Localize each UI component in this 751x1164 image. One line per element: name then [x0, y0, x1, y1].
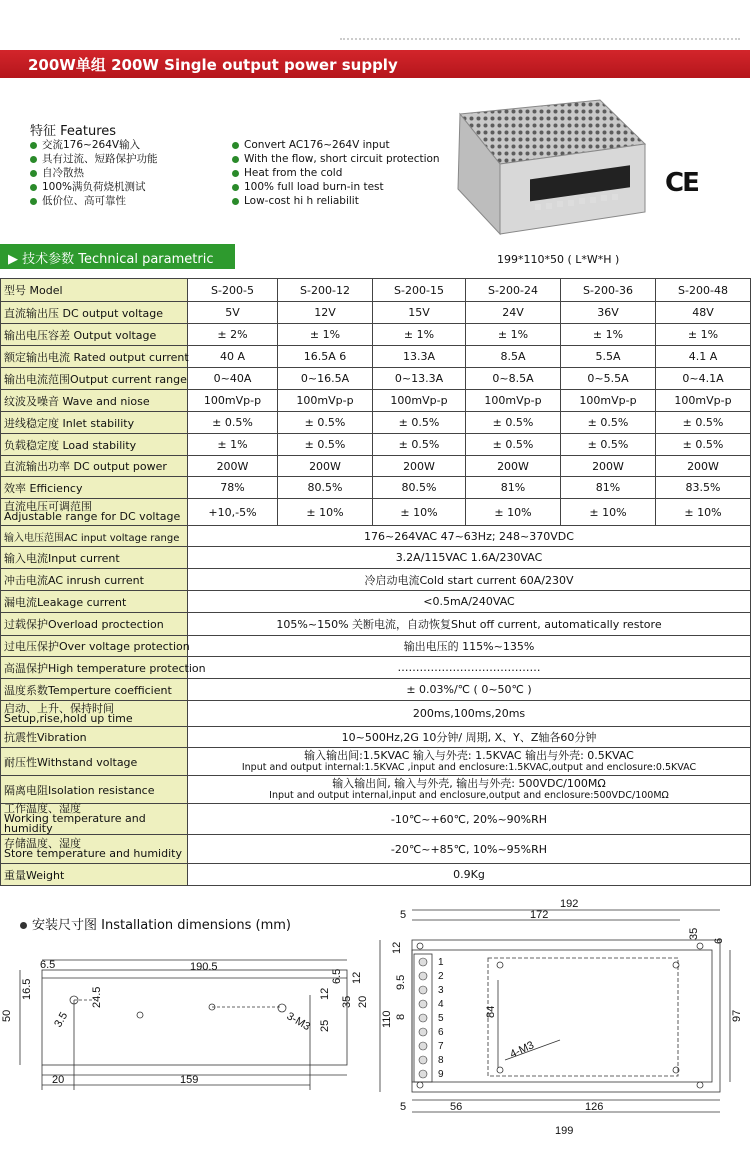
dim-label: 126: [585, 1101, 604, 1113]
value-cell: 80.5%: [373, 477, 466, 499]
value-cell: 5.5A: [561, 346, 656, 368]
row-label: 冲击电流AC inrush current: [1, 569, 188, 591]
dim-label: 8: [395, 1013, 407, 1020]
section-header: [0, 244, 235, 269]
value-cell: 12V: [278, 302, 373, 324]
row-label: 过电压保护Over voltage protection: [1, 636, 188, 657]
table-row: [1, 748, 751, 776]
table-row: [1, 591, 751, 613]
dim-label: 20: [52, 1074, 65, 1086]
dim-label: 25: [319, 1019, 331, 1032]
row-label: 直流输出压 DC output voltage: [1, 302, 188, 324]
dim-label: 16.5: [21, 978, 33, 1000]
value-cell: 13.3A: [373, 346, 466, 368]
dim-label: 5: [400, 909, 407, 921]
dim-label: 84: [485, 1005, 497, 1018]
row-label: 输出电压容差 Output voltage: [1, 324, 188, 346]
dim-label: 110: [381, 1010, 393, 1028]
value-cell: ± 2%: [188, 324, 278, 346]
model-cell: S-200-24: [466, 279, 561, 302]
table-row: [1, 477, 751, 499]
row-label: 直流电压可调范围 Adjustable range for DC voltage: [1, 499, 188, 526]
value-cell: 24V: [466, 302, 561, 324]
terminal-label: 1: [438, 957, 444, 968]
table-row: [1, 279, 751, 302]
dim-label: 6.5: [331, 968, 343, 984]
table-row: [1, 657, 751, 679]
model-cell: S-200-5: [188, 279, 278, 302]
value-cell: ± 0.03%/℃ ( 0~50℃ ): [188, 679, 751, 701]
row-label: 效率 Efficiency: [1, 477, 188, 499]
row-label: 重量Weight: [1, 864, 188, 886]
row-label: 漏电流Leakage current: [1, 591, 188, 613]
ce-mark: CE: [665, 168, 698, 198]
feature-item: 100% full load burn-in test: [232, 180, 440, 194]
row-label: 输入电压范围AC input voltage range: [1, 526, 188, 547]
value-cell: 0~16.5A: [278, 368, 373, 390]
value-cell: 200W: [656, 456, 751, 477]
row-label: 隔离电阻Isolation resistance: [1, 776, 188, 804]
value-cell: ± 1%: [188, 434, 278, 456]
value-cell: 200W: [373, 456, 466, 477]
dim-label: 3.5: [52, 1010, 71, 1030]
row-label: 负载稳定度 Load stability: [1, 434, 188, 456]
table-row: [1, 547, 751, 569]
table-row: [1, 569, 751, 591]
value-cell: ± 1%: [278, 324, 373, 346]
installation-title: 安装尺寸图 Installation dimensions (mm): [20, 914, 291, 933]
value-cell: 200W: [466, 456, 561, 477]
terminal-label: 3: [438, 985, 444, 996]
value-cell: 81%: [561, 477, 656, 499]
terminal-label: 7: [438, 1041, 444, 1052]
dim-label: 9.5: [395, 974, 407, 990]
table-row: [1, 434, 751, 456]
decorative-dotted-line: [340, 38, 740, 40]
row-label: 温度系数Temperture coefficient: [1, 679, 188, 701]
table-row: [1, 835, 751, 864]
terminal-label: 8: [438, 1055, 444, 1066]
table-row: [1, 302, 751, 324]
value-cell: 36V: [561, 302, 656, 324]
value-cell: 0~5.5A: [561, 368, 656, 390]
value-cell: 0~4.1A: [656, 368, 751, 390]
value-cell: -10℃~+60℃, 20%~90%RH: [188, 804, 751, 835]
value-cell: 16.5A 6: [278, 346, 373, 368]
dim-label: 199: [555, 1125, 574, 1137]
banner-title-en: 200W Single output power supply: [111, 56, 398, 74]
dim-label: 192: [560, 898, 579, 910]
value-cell: 100mVp-p: [278, 390, 373, 412]
table-row: [1, 613, 751, 636]
value-cell: 冷启动电流Cold start current 60A/230V: [188, 569, 751, 591]
value-cell: 4.1 A: [656, 346, 751, 368]
dim-label: 4-M3: [508, 1039, 536, 1061]
value-cell: ± 1%: [561, 324, 656, 346]
row-label: 存储温度、湿度 Store temperature and humidity: [1, 835, 188, 864]
value-cell: 3.2A/115VAC 1.6A/230VAC: [188, 547, 751, 569]
table-row: [1, 412, 751, 434]
model-cell: S-200-15: [373, 279, 466, 302]
value-cell: ± 0.5%: [656, 412, 751, 434]
dim-label: 12: [351, 971, 363, 984]
front-view-labels: [381, 898, 743, 1137]
value-cell: 105%~150% 关断电流，自动恢复Shut off current, automatically restore: [188, 613, 751, 636]
feature-item: Heat from the cold: [232, 166, 440, 180]
value-cell: 15V: [373, 302, 466, 324]
value-cell: ± 0.5%: [278, 434, 373, 456]
value-cell: ± 10%: [561, 499, 656, 526]
value-cell: 8.5A: [466, 346, 561, 368]
dim-label: 172: [530, 909, 549, 921]
section-title: ▶ 技术参数 Technical parametric: [8, 252, 214, 267]
value-cell: 0~8.5A: [466, 368, 561, 390]
feature-item: With the flow, short circuit protection: [232, 152, 440, 166]
value-cell: 176~264VAC 47~63Hz; 248~370VDC: [188, 526, 751, 547]
dim-label: 50: [1, 1009, 13, 1022]
title-banner: [0, 50, 750, 78]
value-cell: ± 10%: [278, 499, 373, 526]
value-cell: 10~500Hz,2G 10分钟/ 周期, X、Y、Z轴各60分钟: [188, 727, 751, 748]
value-cell: …………………………………: [188, 657, 751, 679]
value-cell: 48V: [656, 302, 751, 324]
row-label: 耐压性Withstand voltage: [1, 748, 188, 776]
table-row: [1, 701, 751, 727]
table-row: [1, 499, 751, 526]
value-cell: ± 10%: [656, 499, 751, 526]
feature-item: 100%满负荷烧机测试: [30, 180, 158, 194]
feature-item: 自冷散热: [30, 166, 158, 180]
table-row: [1, 526, 751, 547]
value-cell: +10,-5%: [188, 499, 278, 526]
bullet-icon: [30, 198, 37, 205]
value-cell: 200W: [561, 456, 656, 477]
dim-label: 5: [400, 1101, 407, 1113]
dim-label: 12: [319, 987, 331, 1000]
value-cell: 5V: [188, 302, 278, 324]
value-cell: 83.5%: [656, 477, 751, 499]
dim-label: 35: [341, 995, 353, 1008]
value-cell: 200W: [278, 456, 373, 477]
model-cell: S-200-12: [278, 279, 373, 302]
row-label: 额定输出电流 Rated output current: [1, 346, 188, 368]
row-label: 过载保护Overload proctection: [1, 613, 188, 636]
banner-title: [28, 54, 398, 75]
feature-item: 具有过流、短路保护功能: [30, 152, 158, 166]
dim-label: 56: [450, 1101, 463, 1113]
table-row: [1, 727, 751, 748]
bullet-icon: [232, 156, 239, 163]
row-label: 直流输出功率 DC output power: [1, 456, 188, 477]
row-label: 输入电流Input current: [1, 547, 188, 569]
value-cell: ± 0.5%: [656, 434, 751, 456]
value-cell: ± 0.5%: [466, 434, 561, 456]
bullet-icon: [232, 184, 239, 191]
value-cell: ± 0.5%: [561, 412, 656, 434]
value-cell: 200ms,100ms,20ms: [188, 701, 751, 727]
bullet-icon: [30, 156, 37, 163]
value-cell: ± 0.5%: [373, 412, 466, 434]
bullet-icon: [30, 142, 37, 149]
table-row: [1, 346, 751, 368]
value-cell: 100mVp-p: [373, 390, 466, 412]
banner-title-cn: 200W单组: [28, 56, 106, 74]
feature-item: Convert AC176~264V input: [232, 138, 440, 152]
table-row: [1, 636, 751, 657]
feature-item: 交流176~264V输入: [30, 138, 158, 152]
row-label: 纹波及噪音 Wave and niose: [1, 390, 188, 412]
value-cell: 40 A: [188, 346, 278, 368]
table-row: [1, 390, 751, 412]
value-cell: 100mVp-p: [656, 390, 751, 412]
value-cell: 80.5%: [278, 477, 373, 499]
value-cell: 0~13.3A: [373, 368, 466, 390]
bullet-icon: [30, 184, 37, 191]
dim-label: 35: [688, 927, 700, 940]
model-cell: S-200-36: [561, 279, 656, 302]
row-label: 高温保护High temperature protection: [1, 657, 188, 679]
dim-label: 20: [357, 995, 369, 1008]
table-row: [1, 804, 751, 835]
features-title: 特征 Features: [30, 124, 117, 139]
value-cell: 0~40A: [188, 368, 278, 390]
terminal-label: 2: [438, 971, 444, 982]
terminal-labels: [438, 957, 444, 1080]
features-list-cn: [30, 138, 158, 208]
value-cell: 输入输出间:1.5KVAC 输入与外壳: 1.5KVAC 输出与外壳: 0.5KVAC Input and output internal:1.5KVAC ,input and enclosure:1.5KVAC,output and enclosure:0.5KVAC: [188, 748, 751, 776]
dim-label: 12: [391, 941, 403, 954]
product-dimension-caption: 199*110*50 ( L*W*H ): [497, 253, 620, 266]
bullet-icon: [232, 142, 239, 149]
value-cell: ± 1%: [466, 324, 561, 346]
value-cell: ± 0.5%: [466, 412, 561, 434]
dim-label: 190.5: [190, 961, 218, 973]
row-label: 启动、上升、保持时间 Setup,rise,hold up time: [1, 701, 188, 727]
features-list-en: [232, 138, 440, 208]
dim-label: 3-M3: [284, 1010, 313, 1034]
value-cell: -20℃~+85℃, 10%~95%RH: [188, 835, 751, 864]
bullet-icon: [20, 922, 27, 929]
model-cell: S-200-48: [656, 279, 751, 302]
value-cell: ± 10%: [373, 499, 466, 526]
terminal-label: 9: [438, 1069, 444, 1080]
row-label: 工作温度、湿度 Working temperature and humidity: [1, 804, 188, 835]
value-cell: 0.9Kg: [188, 864, 751, 886]
feature-item: Low-cost hi h reliabilit: [232, 194, 440, 208]
terminal-label: 6: [438, 1027, 444, 1038]
value-cell: <0.5mA/240VAC: [188, 591, 751, 613]
row-label: 进线稳定度 Inlet stability: [1, 412, 188, 434]
table-row: [1, 368, 751, 390]
table-row: [1, 324, 751, 346]
value-cell: 78%: [188, 477, 278, 499]
table-row: [1, 456, 751, 477]
value-cell: ± 0.5%: [278, 412, 373, 434]
value-cell: ± 1%: [373, 324, 466, 346]
value-cell: 200W: [188, 456, 278, 477]
bullet-icon: [30, 170, 37, 177]
row-label: 型号 Model: [1, 279, 188, 302]
table-row: [1, 776, 751, 804]
dim-label: 159: [180, 1074, 199, 1086]
feature-item: 低价位、高可靠性: [30, 194, 158, 208]
value-cell: ± 0.5%: [188, 412, 278, 434]
value-cell: ± 10%: [466, 499, 561, 526]
row-label: 输出电流范围Output current range: [1, 368, 188, 390]
value-cell: 81%: [466, 477, 561, 499]
spec-table: [0, 278, 751, 886]
value-cell: ± 0.5%: [561, 434, 656, 456]
value-cell: 输入输出间, 输入与外壳, 输出与外壳: 500VDC/100MΩ Input and output internal,input and enclosure,output and enclosure:500VDC/100MΩ: [188, 776, 751, 804]
terminal-label: 4: [438, 999, 444, 1010]
terminal-label: 5: [438, 1013, 444, 1024]
bullet-icon: [232, 170, 239, 177]
dim-label: 97: [731, 1009, 743, 1022]
dim-label: 6.5: [40, 959, 56, 971]
value-cell: 100mVp-p: [466, 390, 561, 412]
power-supply-photo: [440, 94, 650, 244]
bullet-icon: [232, 198, 239, 205]
dim-label: 24.5: [91, 986, 103, 1008]
table-row: [1, 864, 751, 886]
front-view-drawing: [380, 910, 730, 1112]
table-row: [1, 679, 751, 701]
row-label: 抗震性Vibration: [1, 727, 188, 748]
value-cell: 100mVp-p: [188, 390, 278, 412]
value-cell: 输出电压的 115%~135%: [188, 636, 751, 657]
value-cell: ± 1%: [656, 324, 751, 346]
value-cell: 100mVp-p: [561, 390, 656, 412]
value-cell: ± 0.5%: [373, 434, 466, 456]
dim-label: 6: [713, 937, 725, 944]
